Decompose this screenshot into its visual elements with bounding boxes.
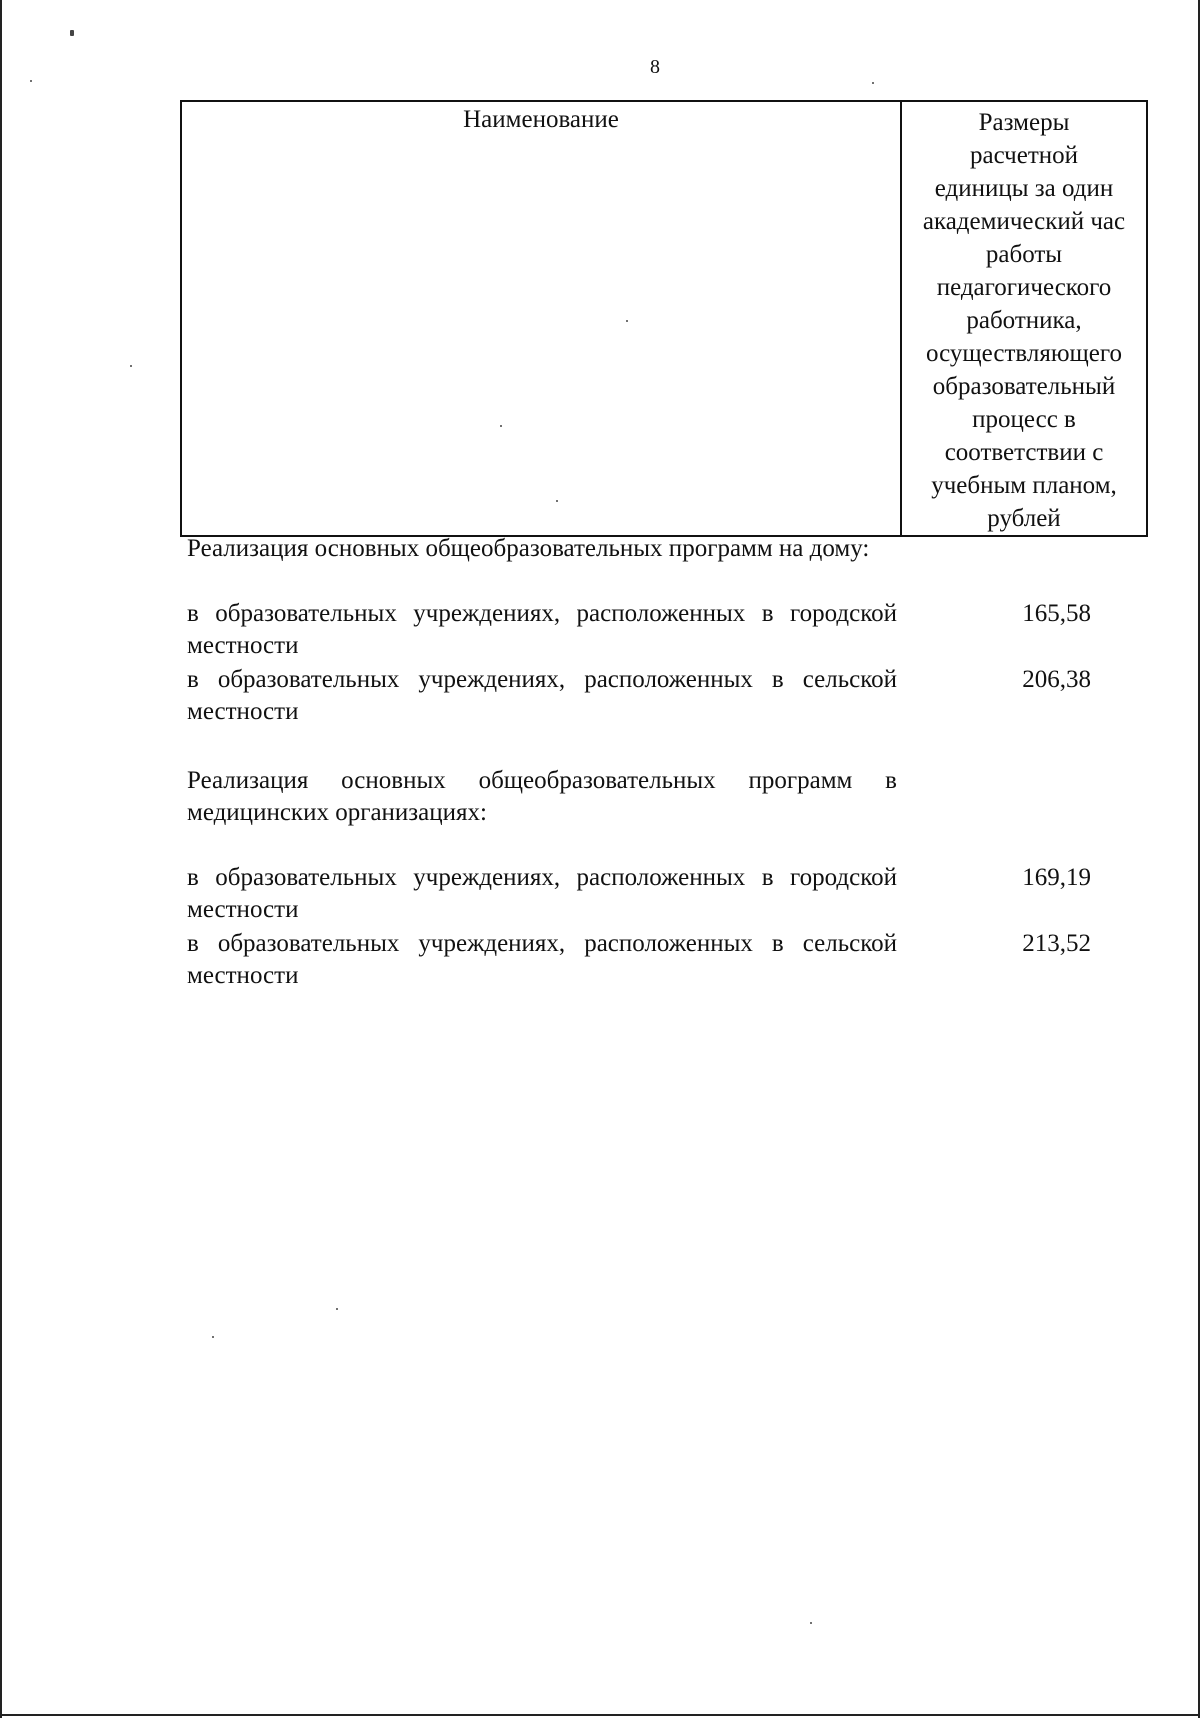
row-value: 213,52: [1022, 930, 1091, 957]
scan-speck: [212, 1336, 214, 1338]
column-header-size-line: соответствии с: [944, 439, 1104, 466]
table-row: [187, 862, 1147, 926]
column-header-size-line: рублей: [987, 505, 1061, 532]
column-header-size: [901, 101, 1147, 536]
scan-speck: [872, 82, 874, 84]
column-header-size-line: работника,: [966, 307, 1082, 334]
row-value: 165,58: [1022, 600, 1091, 627]
scan-speck: [30, 80, 32, 82]
row-value: 169,19: [1022, 864, 1091, 891]
section-title: Реализация основных общеобразовательных программ на дому:: [187, 535, 870, 562]
table-row: [187, 928, 1147, 992]
column-header-size-line: расчетной: [969, 142, 1079, 169]
row-label: в образовательных учреждениях, расположенных в сельской местности: [187, 666, 897, 725]
column-header-size-line: образовательный: [932, 373, 1116, 400]
row-label: в образовательных учреждениях, расположенных в городской местности: [187, 864, 897, 923]
scan-bottom-edge: [0, 1714, 1200, 1716]
scan-speck: [70, 30, 74, 36]
row-label: в образовательных учреждениях, расположенных в городской местности: [187, 600, 897, 659]
scan-speck: [810, 1622, 812, 1624]
scan-speck: [130, 365, 132, 367]
column-header-size-line: педагогического: [936, 274, 1112, 301]
column-header-size-line: процесс в: [972, 406, 1076, 433]
column-header-size-line: осуществляющего: [926, 340, 1122, 367]
column-header-name: Наименование: [181, 101, 901, 536]
column-header-size-line: учебным планом,: [931, 472, 1117, 499]
column-header-size-line: работы: [985, 241, 1063, 268]
row-value: 206,38: [1022, 666, 1091, 693]
table-row: [187, 664, 1147, 728]
column-header-size-line: Размеры: [978, 109, 1070, 136]
scan-speck: [336, 1308, 338, 1310]
column-header-size-line: единицы за один: [934, 175, 1114, 202]
table-header: [180, 100, 1148, 537]
row-label: в образовательных учреждениях, расположенных в сельской местности: [187, 930, 897, 989]
table-row: [187, 598, 1147, 662]
section-title: Реализация основных общеобразовательных программ в медицинских организациях:: [187, 767, 897, 826]
column-header-size-line: академический час: [922, 208, 1126, 235]
scan-left-edge: [0, 0, 2, 1718]
page-number: 8: [650, 56, 660, 78]
